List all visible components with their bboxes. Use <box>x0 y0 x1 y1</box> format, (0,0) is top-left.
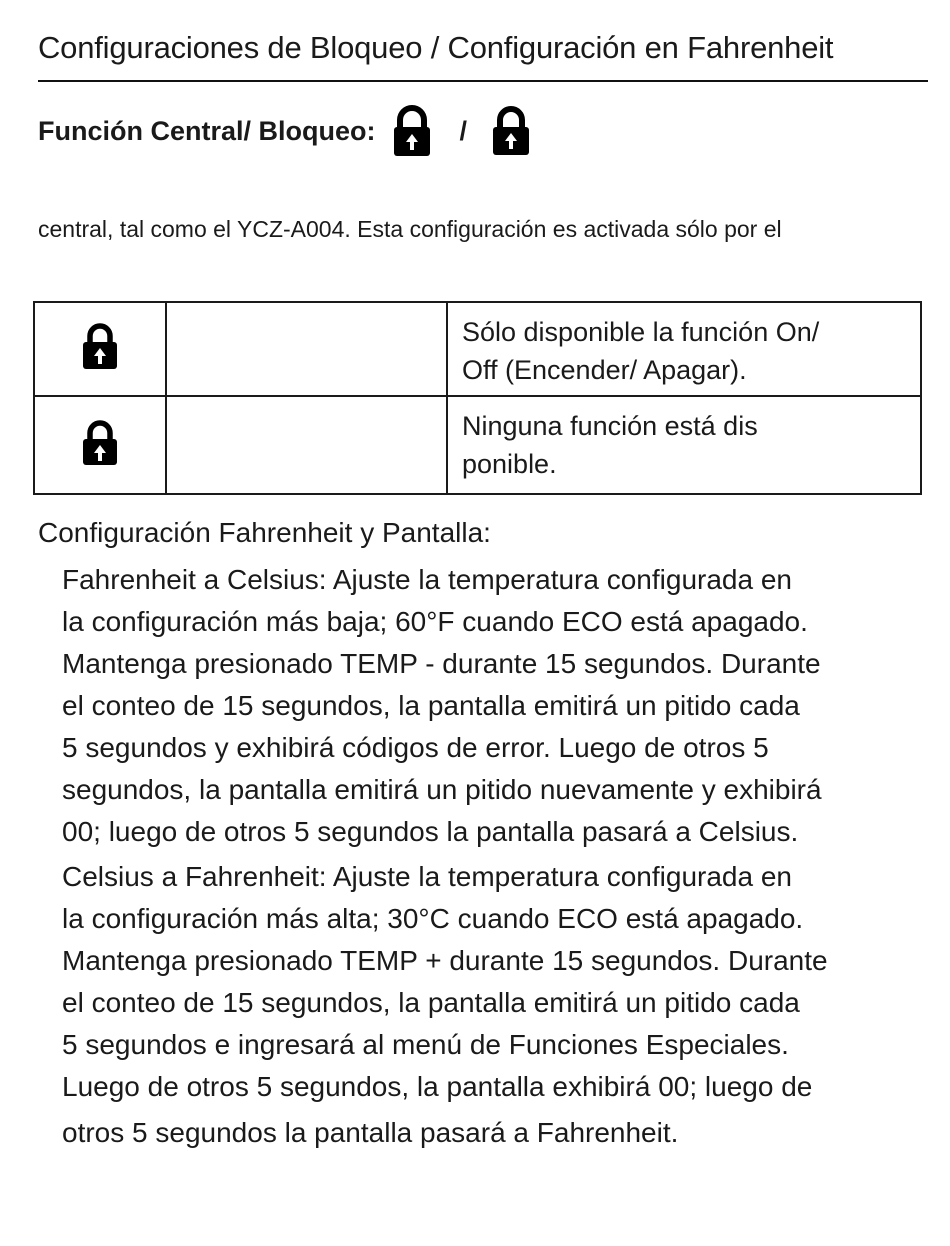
paragraph-line: otros 5 segundos la pantalla pasará a Fahrenheit. <box>62 1117 679 1148</box>
table-cell-description <box>447 302 921 396</box>
paragraph-line: 5 segundos e ingresará al menú de Funciones Especiales. <box>62 1029 789 1060</box>
title-divider <box>38 80 928 82</box>
table-cell-icon <box>34 302 166 396</box>
paragraph-line: el conteo de 15 segundos, la pantalla emitirá un pitido cada <box>62 690 800 721</box>
intro-text: central, tal como el YCZ-A004. Esta configuración es activada sólo por el <box>38 216 782 242</box>
description-line: Sólo disponible la función On/ <box>462 317 820 347</box>
table-cell-empty <box>166 302 447 396</box>
table-cell-empty <box>166 396 447 494</box>
padlock-icon <box>392 105 432 157</box>
lock-table <box>33 301 922 495</box>
page-title: Configuraciones de Bloqueo / Configuración en Fahrenheit <box>38 30 834 65</box>
heading-separator: / <box>459 115 468 146</box>
paragraph-line: segundos, la pantalla emitirá un pitido nuevamente y exhibirá <box>62 774 822 805</box>
table-cell-description <box>447 396 921 494</box>
paragraph-line: la configuración más baja; 60°F cuando ECO está apagado. <box>62 606 808 637</box>
padlock-icon <box>81 419 119 467</box>
description-line: Off (Encender/ Apagar). <box>462 355 747 385</box>
paragraph-line: 5 segundos y exhibirá códigos de error. Luego de otros 5 <box>62 732 769 763</box>
paragraph-line: el conteo de 15 segundos, la pantalla emitirá un pitido cada <box>62 987 800 1018</box>
padlock-icon <box>81 323 119 371</box>
description-line: Ninguna función está dis <box>462 411 758 441</box>
lock-heading-label: Función Central/ Bloqueo: <box>38 115 376 146</box>
paragraph-fahrenheit-to-celsius <box>62 559 942 853</box>
fahrenheit-heading: Configuración Fahrenheit y Pantalla: <box>38 517 491 548</box>
table-row <box>34 396 921 494</box>
paragraph-line: la configuración más alta; 30°C cuando ECO está apagado. <box>62 903 804 934</box>
paragraph-line: 00; luego de otros 5 segundos la pantalla pasará a Celsius. <box>62 816 799 847</box>
table-cell-icon <box>34 396 166 494</box>
paragraph-line: Mantenga presionado TEMP + durante 15 segundos. Durante <box>62 945 828 976</box>
lock-section-heading <box>38 101 531 161</box>
description-line: ponible. <box>462 449 557 479</box>
paragraph-line: Fahrenheit a Celsius: Ajuste la temperatura configurada en <box>62 564 792 595</box>
paragraph-celsius-to-fahrenheit <box>62 856 942 1154</box>
paragraph-line: Luego de otros 5 segundos, la pantalla exhibirá 00; luego de <box>62 1071 813 1102</box>
table-row <box>34 302 921 396</box>
paragraph-line: Celsius a Fahrenheit: Ajuste la temperatura configurada en <box>62 861 792 892</box>
paragraph-line: Mantenga presionado TEMP - durante 15 segundos. Durante <box>62 648 821 679</box>
padlock-icon <box>491 106 531 156</box>
